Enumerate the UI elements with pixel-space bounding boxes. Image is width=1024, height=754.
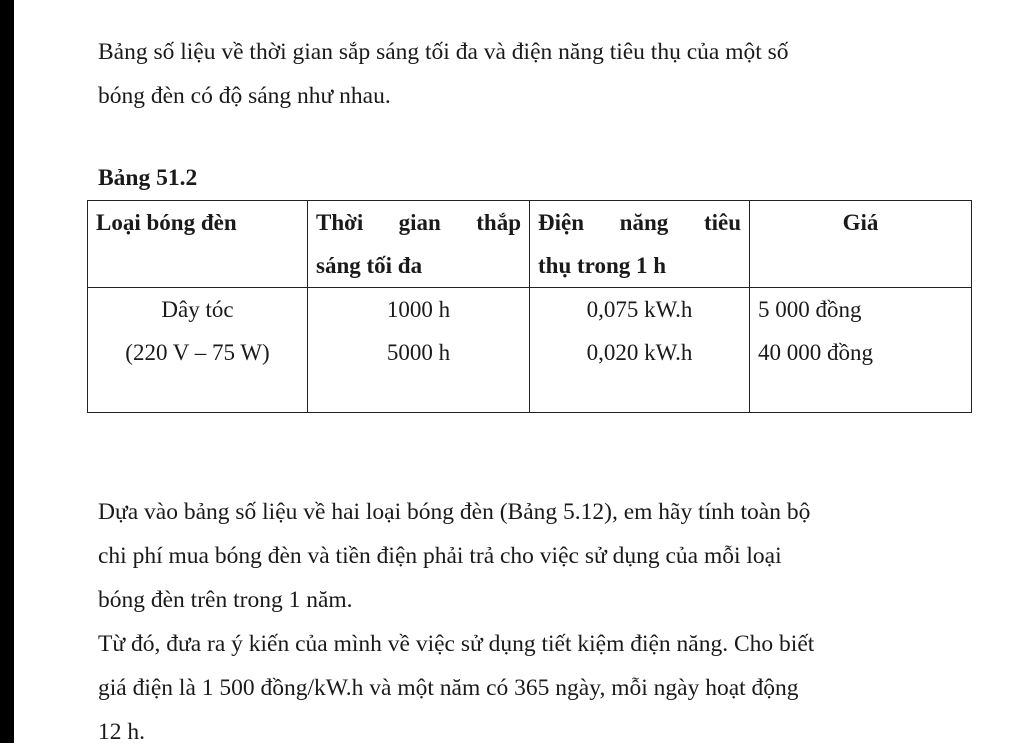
header-price: Giá — [750, 201, 972, 288]
left-edge-bar — [0, 0, 14, 743]
table-header-row — [88, 201, 972, 288]
intro-line-1: Bảng số liệu về thời gian sắp sáng tối đa và điện năng tiêu thụ của một số — [98, 39, 789, 65]
document-page — [14, 0, 1024, 743]
question-part-1: Dựa vào bảng số liệu về hai loại bóng đèn (Bảng 5.12), em hãy tính toàn bộ chi phí mua bóng đèn và tiền điện phải trả cho việc sử dụng của mỗi loại bóng đèn trên trong 1 năm. — [98, 499, 811, 613]
cell-energy: 0,075 kW.h 0,020 kW.h — [530, 288, 750, 413]
table-caption: Bảng 51.2 — [98, 165, 198, 191]
header-bulb-type: Loại bóng đèn — [88, 201, 308, 288]
table-row — [88, 288, 972, 413]
header-energy-consumption: Điện năng tiêu thụ trong 1 h — [530, 201, 750, 288]
header-max-lighting-time: Thời gian thắp sáng tối đa — [308, 201, 530, 288]
question-paragraph — [98, 490, 978, 754]
question-part-2: Từ đó, đưa ra ý kiến của mình về việc sử dụng tiết kiệm điện năng. Cho biết giá điện là 1 500 đồng/kW.h và một năm có 365 ngày, mỗi ngày hoạt động 12 h. — [98, 631, 815, 745]
cell-price: 5 000 đồng 40 000 đồng — [750, 288, 972, 413]
cell-lighting-time: 1000 h 5000 h — [308, 288, 530, 413]
intro-paragraph — [98, 30, 978, 118]
intro-line-2: bóng đèn có độ sáng như nhau. — [98, 83, 391, 109]
bulb-data-table — [87, 200, 972, 413]
cell-bulb-type: Dây tóc (220 V – 75 W) — [88, 288, 308, 413]
